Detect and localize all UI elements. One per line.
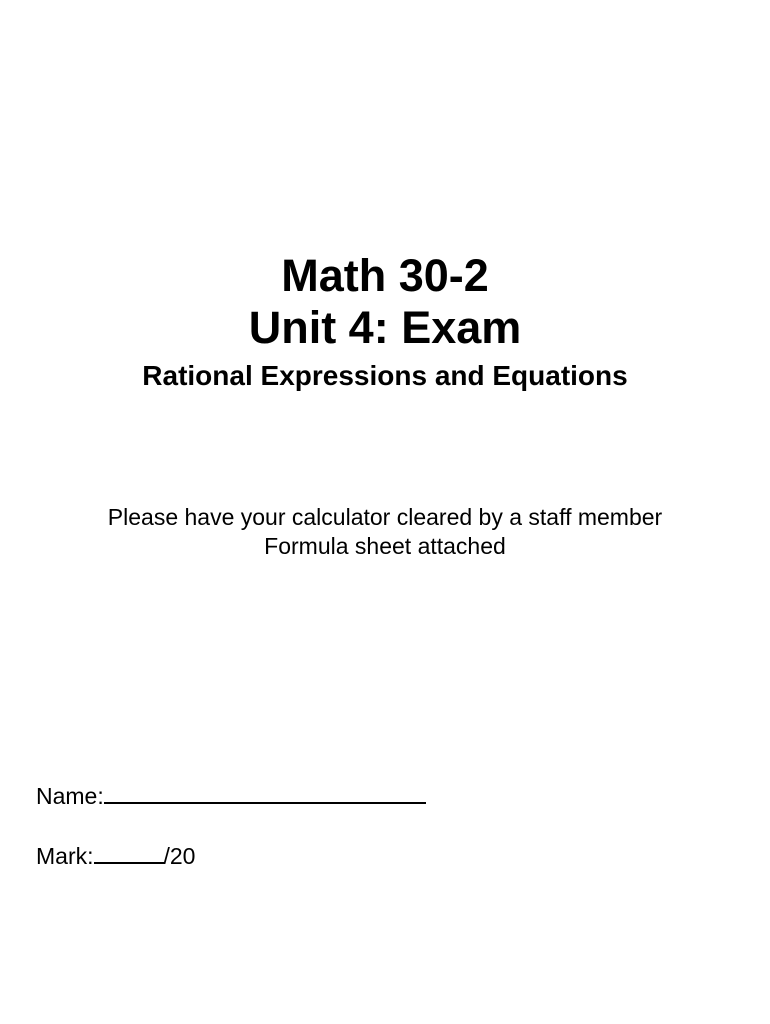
formula-sheet-note: Formula sheet attached <box>264 533 506 559</box>
name-label: Name: <box>36 783 104 809</box>
mark-label: Mark: <box>36 843 94 869</box>
course-title: Math 30-2 <box>281 250 489 301</box>
name-field <box>36 780 426 810</box>
name-blank-line <box>104 780 426 804</box>
instructions <box>0 503 770 561</box>
mark-field <box>36 840 195 870</box>
topic-subtitle: Rational Expressions and Equations <box>142 360 628 391</box>
mark-blank-line <box>94 840 164 864</box>
unit-title: Unit 4: Exam <box>248 302 522 353</box>
title-block <box>0 250 770 396</box>
calculator-instruction: Please have your calculator cleared by a staff member <box>107 504 663 530</box>
mark-total: /20 <box>163 843 196 869</box>
